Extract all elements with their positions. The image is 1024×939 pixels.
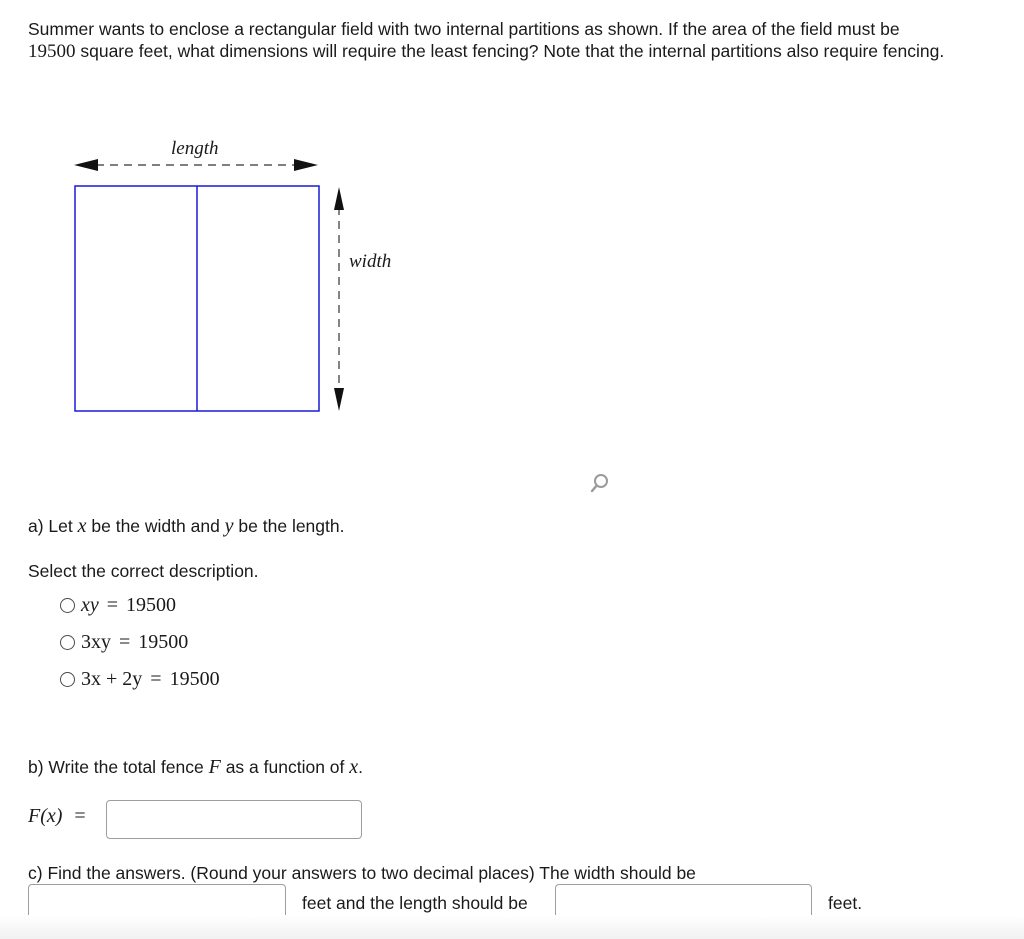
option-2[interactable]	[60, 627, 220, 657]
magnifier-icon[interactable]	[588, 471, 612, 495]
field-diagram	[60, 135, 420, 425]
option-3-radio[interactable]	[60, 672, 75, 687]
length-arrow-left-head	[74, 159, 98, 171]
function-input[interactable]	[106, 800, 362, 839]
width-label: width	[349, 251, 392, 272]
option-1-text: xy = 19500	[81, 593, 177, 616]
area-value: 19500	[28, 40, 76, 62]
length-arrow-right-head	[294, 159, 318, 171]
part-a-instruction: Select the correct description.	[28, 561, 259, 581]
part-a-prompt: a) Let x be the width and y be the length.	[28, 515, 345, 537]
part-c-end-text: feet.	[828, 893, 863, 913]
option-2-radio[interactable]	[60, 635, 75, 650]
part-c-mid-text: feet and the length should be	[302, 893, 528, 913]
width-arrow-top-head	[334, 187, 344, 210]
option-list	[60, 590, 220, 694]
function-label: F(x) =	[28, 805, 86, 827]
option-2-text: 3xy = 19500	[81, 630, 189, 653]
bottom-edge	[0, 915, 1024, 939]
problem-statement: Summer wants to enclose a rectangular field with two internal partitions as shown. If the area of the field must be 19500 square feet, what dimensions will require the least fencing? Note that the internal partitions also require fencing.	[28, 19, 945, 62]
length-label: length	[171, 138, 219, 159]
width-arrow-bottom-head	[334, 388, 344, 411]
part-c-prompt: c) Find the answers. (Round your answers to two decimal places) The width should be	[28, 863, 696, 883]
part-b-prompt: b) Write the total fence F as a function of x.	[28, 756, 364, 778]
option-3-text: 3x + 2y = 19500	[81, 667, 220, 690]
option-1-radio[interactable]	[60, 598, 75, 613]
option-3[interactable]	[60, 664, 220, 694]
field-diagram-svg	[60, 135, 420, 425]
option-1[interactable]	[60, 590, 220, 620]
